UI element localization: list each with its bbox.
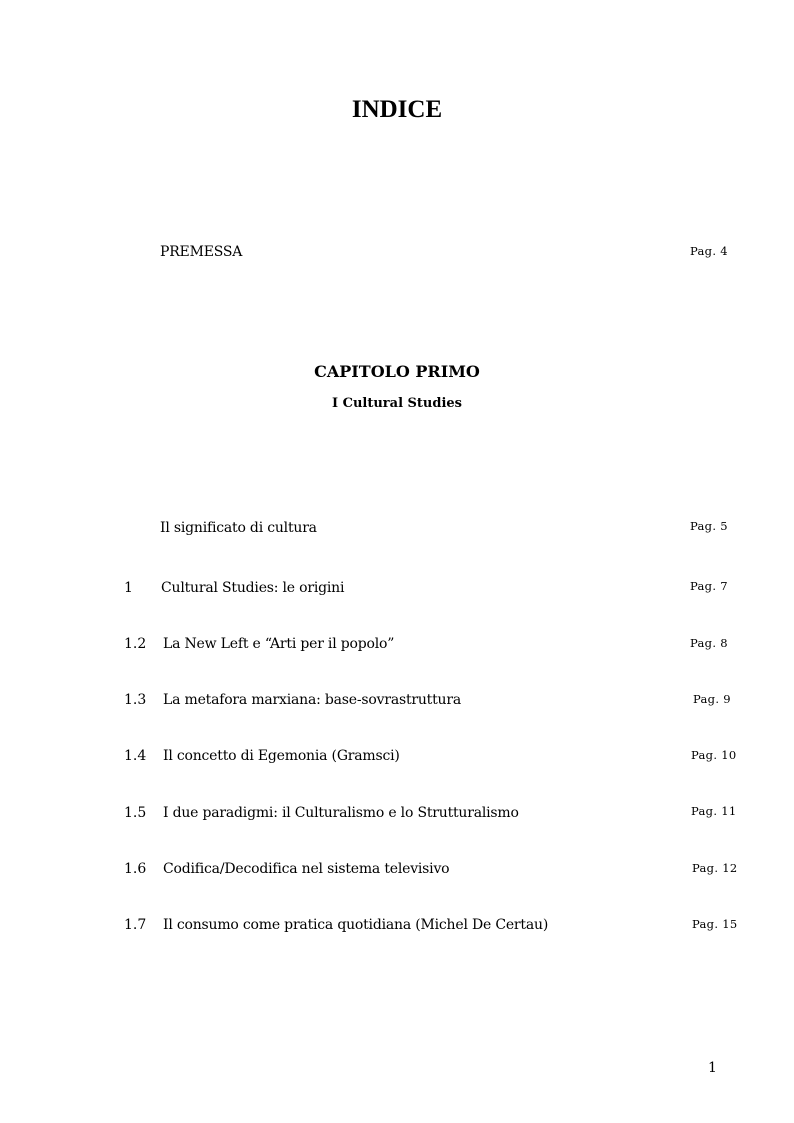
toc-entry-number: 1 — [124, 580, 133, 596]
toc-entry-text: La New Left e “Arti per il popolo” — [163, 636, 395, 652]
toc-entry-text: Il concetto di Egemonia (Gramsci) — [163, 748, 400, 764]
toc-entry-text: Il significato di cultura — [160, 520, 317, 536]
toc-entry-page-ref: Pag. 15 — [692, 917, 738, 931]
toc-entry-number: 1.5 — [124, 805, 147, 821]
premessa-label: PREMESSA — [160, 244, 243, 260]
toc-entry-text: Codifica/Decodifica nel sistema televisivo — [163, 861, 450, 877]
toc-entry-page-ref: Pag. 5 — [690, 519, 728, 533]
premessa-page-ref: Pag. 4 — [690, 244, 728, 258]
toc-entry-page-ref: Pag. 12 — [692, 861, 738, 875]
toc-entry-page-ref: Pag. 7 — [690, 579, 728, 593]
toc-entry-number: 1.4 — [124, 748, 147, 764]
toc-entry-text: La metafora marxiana: base-sovrastruttura — [163, 692, 461, 708]
toc-entry-number: 1.3 — [124, 692, 147, 708]
toc-entry-page-ref: Pag. 9 — [693, 692, 731, 706]
page-number: 1 — [708, 1060, 717, 1076]
chapter-subtitle: I Cultural Studies — [332, 396, 462, 411]
toc-entry-page-ref: Pag. 8 — [690, 636, 728, 650]
toc-entry-text: I due paradigmi: il Culturalismo e lo Strutturalismo — [163, 805, 519, 821]
toc-entry-number: 1.2 — [124, 636, 147, 652]
toc-entry-page-ref: Pag. 11 — [691, 804, 737, 818]
toc-entry-text: Cultural Studies: le origini — [161, 580, 345, 596]
toc-entry-number: 1.6 — [124, 861, 147, 877]
toc-entry-page-ref: Pag. 10 — [691, 748, 737, 762]
chapter-heading: CAPITOLO PRIMO — [314, 362, 480, 381]
toc-entry-text: Il consumo come pratica quotidiana (Michel De Certau) — [163, 917, 549, 933]
toc-entry-number: 1.7 — [124, 917, 147, 933]
page-title: INDICE — [351, 96, 443, 123]
